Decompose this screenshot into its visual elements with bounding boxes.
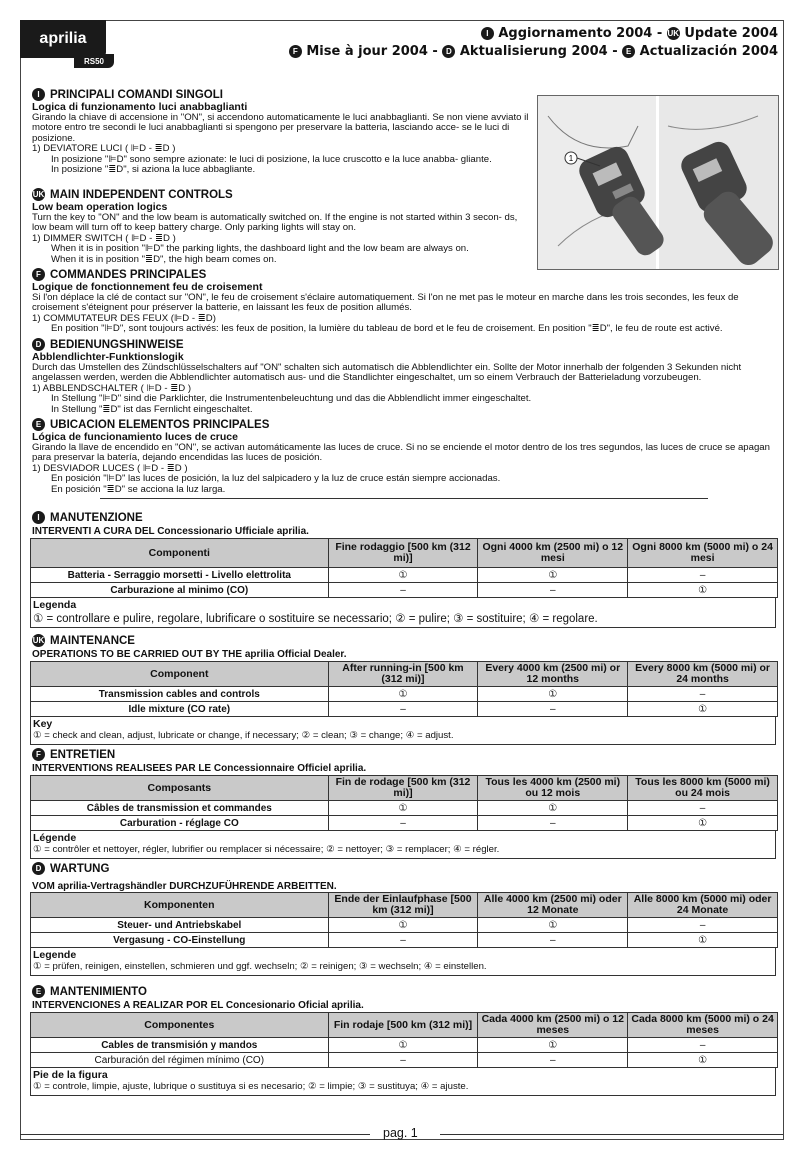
table-header: Alle 4000 km (2500 mi) oder 12 Monate [478, 893, 628, 918]
section-title: UBICACION ELEMENTOS PRINCIPALES [50, 418, 270, 431]
table-cell: – [628, 568, 778, 583]
section-badge: UK [32, 636, 45, 645]
table-header: Every 8000 km (5000 mi) or 24 months [628, 662, 778, 687]
maintenance-title: WARTUNG [50, 862, 110, 875]
maintenance-subtitle: INTERVENTIONS REALISEES PAR LE Concessionnaire Officiel [32, 763, 332, 774]
table-cell: ① [328, 687, 478, 702]
section-body: Si l'on déplace la clé de contact sur "ON", le feu de croisement s'éclaire automatiquement. Si l'on ne met pas le moteur en marche dans les trois secondes, les feux de croisement s'éteignent pour préserver la batterie, en laissant les feux de position allumés. [32, 291, 739, 313]
section-subtitle: Logica di funzionamento luci anabbaglianti [32, 101, 248, 113]
lang-badge-uk: UK [667, 29, 680, 38]
footer-rule-left [20, 1134, 370, 1135]
table-cell: – [628, 918, 778, 933]
lang-badge-i: I [481, 27, 494, 40]
table-header: Ogni 8000 km (5000 mi) o 24 mesi [628, 539, 778, 568]
brand-name: aprilia [331, 1000, 361, 1011]
table-cell: Carburation - réglage CO [31, 816, 329, 831]
legend-fr [30, 831, 776, 859]
maintenance-subtitle: VOM [32, 881, 55, 892]
section-line: When it is in position "⊫D" the parking lights, the dashboard light and the low beam are always on. [51, 243, 469, 254]
brand-name: aprilia [57, 881, 88, 892]
section-title: BEDIENUNGSHINWEISE [50, 338, 184, 351]
legend-it [30, 598, 776, 628]
legend-de [30, 948, 776, 976]
table-cell: ① [328, 801, 478, 816]
table-cell: Carburazione al minimo (CO) [31, 583, 329, 598]
maintenance-table-uk [30, 661, 778, 717]
section-item: 1) COMMUTATEUR DES FEUX (⊫D - ≣D) [32, 312, 216, 324]
table-header: Ogni 4000 km (2500 mi) o 12 mesi [478, 539, 628, 568]
section-it [32, 88, 532, 176]
table-cell: ① [628, 702, 778, 717]
table-cell: ① [628, 933, 778, 948]
section-body: Turn the key to "ON" and the low beam is automatically switched on. If the engine is not started within 3 secon- ds, low beam will turn off to keep battery charge. Only parking lights will stay on. [32, 211, 518, 233]
header-title-fr: Mise à jour 2004 - [306, 44, 438, 59]
table-cell: – [628, 1038, 778, 1053]
section-badge: D [32, 862, 45, 875]
maintenance-subtitle-end: . [363, 763, 367, 774]
table-header: Componentes [31, 1013, 329, 1038]
table-cell: – [328, 816, 478, 831]
divider [100, 498, 708, 499]
table-header: Tous les 4000 km (2500 mi) ou 12 mois [478, 776, 628, 801]
table-cell: – [628, 801, 778, 816]
table-header: Componenti [31, 539, 329, 568]
maintenance-table-fr [30, 775, 778, 831]
section-badge: E [32, 985, 45, 998]
table-header: Tous les 8000 km (5000 mi) ou 24 mois [628, 776, 778, 801]
section-body: Girando la chiave di accensione in "ON", si accendono automaticamente le luci anabbaglianti. Se non viene avviato il motore entro tre secondi le luci anabbaglianti si spengono per preservare la batteria, lasciando acce- se le luci di posizione. [32, 111, 529, 144]
table-cell: ① [628, 1053, 778, 1068]
table-header: Alle 8000 km (5000 mi) oder 24 Monate [628, 893, 778, 918]
table-cell: ① [628, 583, 778, 598]
legend-title: Pie de la figura [33, 1069, 108, 1081]
section-badge: F [32, 268, 45, 281]
footer-rule-right [440, 1134, 783, 1135]
table-cell: ① [478, 1038, 628, 1053]
maintenance-subtitle-end: . [306, 526, 309, 537]
section-uk [32, 188, 532, 265]
legend-es [30, 1068, 776, 1096]
section-badge: F [32, 748, 45, 761]
table-header: Fin de rodage [500 km (312 mi)] [328, 776, 478, 801]
table-header: Composants [31, 776, 329, 801]
brand-name: aprilia [244, 649, 275, 660]
header-line-1 [481, 26, 778, 41]
table-cell: – [478, 933, 628, 948]
section-subtitle: Abblendlichter-Funktionslogik [32, 351, 184, 363]
handlebar-switch-illustration [538, 96, 778, 269]
legend-title: Légende [33, 832, 77, 844]
legend-text: ① = controle, limpie, ajuste, lubrique o sustituya si es necesario; ② = limpie; ③ = sustituya; ④ = ajuste. [33, 1081, 469, 1092]
table-cell: ① [628, 816, 778, 831]
table-header: Fine rodaggio [500 km (312 mi)] [328, 539, 478, 568]
maintenance-heading-es [32, 985, 364, 1011]
table-cell: ① [328, 1038, 478, 1053]
lang-badge-d: D [442, 45, 455, 58]
section-title: PRINCIPALI COMANDI SINGOLI [50, 88, 223, 101]
table-cell: – [328, 933, 478, 948]
table-cell: – [478, 702, 628, 717]
table-cell: ① [478, 801, 628, 816]
brand-block [20, 20, 106, 68]
section-title: MAIN INDEPENDENT CONTROLS [50, 188, 233, 201]
table-cell: ① [478, 918, 628, 933]
maintenance-subtitle: INTERVENCIONES A REALIZAR POR EL Concesionario Oficial [32, 1000, 329, 1011]
table-cell: Batteria - Serraggio morsetti - Livello elettrolita [31, 568, 329, 583]
table-cell: Steuer- und Antriebskabel [31, 918, 329, 933]
section-badge: E [32, 418, 45, 431]
section-subtitle: Lógica de funcionamiento luces de cruce [32, 431, 238, 443]
handlebar-photo [537, 95, 779, 270]
photo-callout: 1 [568, 154, 574, 163]
section-line: En posición "⊫D" las luces de posición, la luz del salpicadero y la luz de cruce están siempre accionadas. [51, 473, 501, 484]
maintenance-subtitle-end: . [360, 1000, 364, 1011]
section-de [32, 338, 778, 415]
section-item: 1) ABBLENDSCHALTER ( ⊫D - ≣D ) [32, 382, 192, 394]
page-number: pag. 1 [383, 1126, 418, 1140]
legend-text: ① = check and clean, adjust, lubricate or change, if necessary; ② = clean; ③ = change; ④ = adjust. [33, 730, 454, 741]
section-badge: D [32, 338, 45, 351]
maintenance-title: MANTENIMIENTO [50, 985, 147, 998]
maintenance-heading-fr [32, 748, 366, 774]
table-cell: Cables de transmisión y mandos [31, 1038, 329, 1053]
maintenance-table-it [30, 538, 778, 598]
section-body: Durch das Umstellen des Zündschlüsselschalters auf "ON" schalten sich automatisch die Abblendlichter ein. Sollte der Motor innerhalb der folgenden 3 Sekunden nicht angelassen werden, werden die Abblendlichter automatisch aus- und die Standlichter eingeschaltet, um so einem Verbrauch der Batterieladung vorzubeugen. [32, 361, 742, 383]
section-line: When it is in position "≣D", the high beam comes on. [51, 253, 277, 265]
legend-text: ① = contrôler et nettoyer, régler, lubrifier ou remplacer si nécessaire; ② = nettoyer; ③ = remplacer; ④ = régler. [33, 844, 500, 855]
table-cell: – [328, 583, 478, 598]
header-title-de: Aktualisierung 2004 - [459, 44, 618, 59]
maintenance-heading-it [32, 511, 309, 537]
table-cell: – [478, 816, 628, 831]
table-cell: ① [328, 918, 478, 933]
maintenance-subtitle: INTERVENTI A CURA DEL Concessionario Ufficiale [32, 526, 274, 537]
table-cell: – [478, 583, 628, 598]
brand-name: aprilia [276, 526, 307, 537]
header-title-it: Aggiornamento 2004 - [498, 26, 663, 41]
maintenance-table-es [30, 1012, 778, 1068]
table-cell: Câbles de transmission et commandes [31, 801, 329, 816]
section-badge: UK [32, 190, 45, 199]
section-item: 1) DEVIATORE LUCI ( ⊫D - ≣D ) [32, 143, 176, 154]
table-header: Komponenten [31, 893, 329, 918]
table-header: Every 4000 km (2500 mi) or 12 months [478, 662, 628, 687]
table-header: Cada 8000 km (5000 mi) o 24 meses [628, 1013, 778, 1038]
table-cell: – [328, 1053, 478, 1068]
section-badge: I [32, 88, 45, 101]
table-cell: ① [328, 568, 478, 583]
table-cell: – [628, 687, 778, 702]
legend-title: Legenda [33, 599, 77, 611]
maintenance-heading-de [32, 862, 337, 892]
maintenance-title: MANUTENZIONE [50, 511, 143, 524]
table-header: After running-in [500 km (312 mi)] [328, 662, 478, 687]
table-header: Cada 4000 km (2500 mi) o 12 meses [478, 1013, 628, 1038]
section-subtitle: Low beam operation logics [32, 201, 168, 213]
header-line-2 [289, 44, 778, 59]
section-line: In posizione "⊫D" sono sempre azionate: le luci di posizione, la luce cruscotto e la luce anabba- gliante. [51, 153, 492, 165]
table-header: Component [31, 662, 329, 687]
section-item: 1) DIMMER SWITCH ( ⊫D - ≣D ) [32, 232, 176, 244]
section-line: En position "⊫D", sont toujours activés: les feux de position, la lumière du tableau de bord et le feu de croisement. En position "≣D", le feu de route est activé. [51, 323, 723, 334]
table-cell: – [478, 1053, 628, 1068]
legend-uk [30, 717, 776, 745]
table-header: Fin rodaje [500 km (312 mi)] [328, 1013, 478, 1038]
model-tag: RS50 [74, 54, 114, 68]
table-cell: – [328, 702, 478, 717]
maintenance-title: ENTRETIEN [50, 748, 116, 761]
legend-title: Key [33, 718, 53, 730]
section-body: Girando la llave de encendido en "ON", se activan automáticamente las luces de cruce. Si no se enciende el motor dentro de los tres segundos, las luces de cruce se apagan para preservar la batería, dejando encendidas las luces de posición. [32, 441, 770, 463]
legend-text: ① = prüfen, reinigen, einstellen, schmieren und ggf. wechseln; ② = reinigen; ③ = wechseln; ④ = einstellen. [33, 961, 487, 972]
table-cell: ① [478, 687, 628, 702]
section-badge: I [32, 511, 45, 524]
maintenance-subtitle: OPERATIONS TO BE CARRIED OUT BY THE [32, 649, 243, 660]
lang-badge-e: E [622, 45, 635, 58]
section-fr [32, 268, 778, 335]
aprilia-logo: aprilia [20, 20, 106, 58]
section-es [32, 418, 778, 495]
header-title-es: Actualización 2004 [639, 44, 778, 59]
header-title-uk: Update 2004 [684, 26, 778, 41]
brand-name: aprilia [333, 763, 364, 774]
table-cell: Vergasung - CO-Einstellung [31, 933, 329, 948]
table-cell: Idle mixture (CO rate) [31, 702, 329, 717]
maintenance-table-de [30, 892, 778, 948]
table-header: Ende der Einlaufphase [500 km (312 mi)] [328, 893, 478, 918]
section-title: COMMANDES PRINCIPALES [50, 268, 207, 281]
table-cell: Transmission cables and controls [31, 687, 329, 702]
section-item: 1) DESVIADOR LUCES ( ⊫D - ≣D ) [32, 462, 188, 474]
maintenance-subtitle-end: Official Dealer. [277, 649, 347, 660]
section-line: In Stellung "≣D" ist das Fernlicht eingeschaltet. [51, 403, 253, 415]
maintenance-subtitle-end: -Vertragshändler DURCHZUFÜHRENDE ARBEITTEN. [87, 881, 337, 892]
section-subtitle: Logique de fonctionnement feu de croisement [32, 281, 263, 293]
section-line: In Stellung "⊫D" sind die Parklichter, die Instrumentenbeleuchtung und das die Abblendlicht immer eingeschaltet. [51, 393, 532, 404]
lang-badge-f: F [289, 45, 302, 58]
legend-text: ① = controllare e pulire, regolare, lubrificare o sostituire se necessario; ② = pulire; ③ = sostituire; ④ = regolare. [33, 613, 598, 625]
section-line: In posizione "≣D", si aziona la luce abbagliante. [51, 164, 256, 175]
table-cell: Carburación del régimen mínimo (CO) [31, 1053, 329, 1068]
legend-title: Legende [33, 949, 77, 961]
table-cell: ① [478, 568, 628, 583]
maintenance-title: MAINTENANCE [50, 634, 135, 647]
section-line: En posición "≣D" se acciona la luz larga. [51, 483, 226, 495]
maintenance-heading-uk [32, 634, 347, 660]
